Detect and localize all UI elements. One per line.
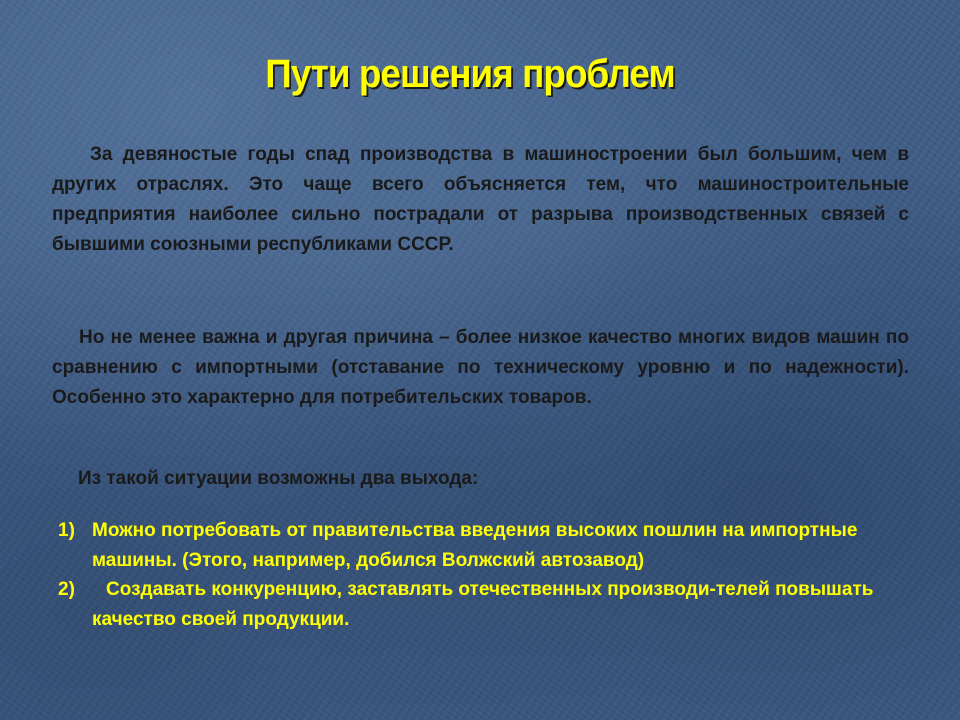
solution-text-1: Можно потребовать от правительства введения высоких пошлин на импортные машины. (Этого, например, добился Волжский автозавод): [92, 520, 858, 571]
solution-item-1: [58, 516, 908, 575]
paragraph-quality: Но не менее важна и другая причина – более низкое качество многих видов машин по сравнению с импортными (отставание по техническому уровню и по надежности). Особенно это характерно для потребительских товаров.: [52, 327, 909, 408]
solution-number-1: 1): [58, 520, 75, 541]
slide-title: Пути решения проблем: [265, 52, 675, 96]
solution-item-2: [58, 575, 908, 634]
paragraph-decline: За девяностые годы спад производства в машиностроении был большим, чем в других отраслях. Это чаще всего объясняется тем, что машиностроительные предприятия наиболее сильно пострадали от разрыва производственных связей с бывшими союзными республиками СССР.: [52, 144, 909, 255]
solution-number-2: 2): [58, 579, 75, 600]
solutions-list: [58, 516, 908, 634]
paragraph-solutions-intro: Из такой ситуации возможны два выхода:: [78, 468, 479, 489]
solution-text-2: Создавать конкуренцию, заставлять отечественных производи-телей повышать качество своей продукции.: [92, 579, 874, 630]
